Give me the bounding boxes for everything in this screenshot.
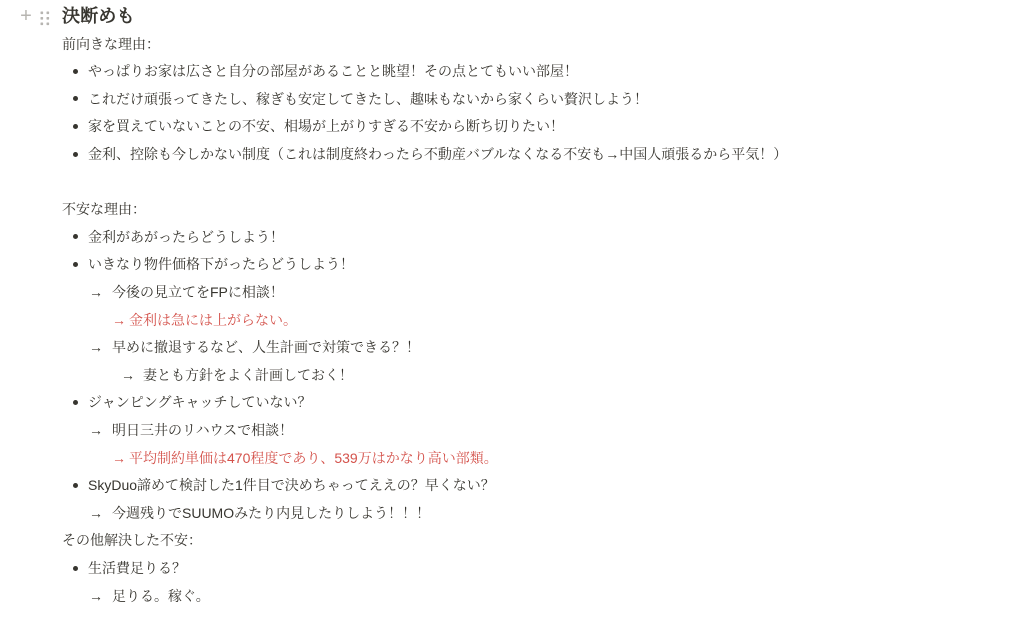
list-item[interactable] bbox=[0, 554, 1024, 582]
bullet-marker bbox=[73, 124, 78, 129]
sub-list-item[interactable] bbox=[0, 499, 1024, 527]
bullet-marker bbox=[73, 69, 78, 74]
list-item-text: 生活費足りる？ bbox=[88, 559, 186, 576]
paragraph-text: その他解決した不安： bbox=[62, 532, 202, 549]
bullet-marker bbox=[73, 566, 78, 571]
list-item[interactable] bbox=[0, 223, 1024, 251]
paragraph-block[interactable] bbox=[0, 196, 1024, 224]
arrow-marker-icon: → bbox=[89, 587, 103, 604]
empty-block[interactable] bbox=[0, 168, 1024, 196]
list-item[interactable] bbox=[0, 85, 1024, 113]
list-item[interactable] bbox=[0, 472, 1024, 500]
page-title: 決断めも bbox=[62, 5, 135, 26]
list-item-text: 妻とも方針をよく計画しておく！ bbox=[143, 366, 353, 383]
paragraph-block[interactable] bbox=[0, 30, 1024, 58]
list-item[interactable] bbox=[0, 113, 1024, 141]
note-line-red[interactable] bbox=[0, 444, 1024, 472]
sub-list-item[interactable] bbox=[0, 416, 1024, 444]
list-item-text: 早めに撤退するなど、人生計画で対策できる？！ bbox=[112, 339, 420, 356]
list-item-text: 明日三井のリハウスで相談！ bbox=[112, 421, 294, 438]
arrow-marker-icon: → bbox=[89, 339, 103, 356]
list-item-text: これだけ頑張ってきたし、稼ぎも安定してきたし、趣味もないから家くらい贅沢しよう！ bbox=[88, 90, 648, 107]
list-item-text: 金利、控除も今しかない制度（これは制度終わったら不動産バブルなくなる不安も→中国人頑張るから平気！） bbox=[88, 146, 788, 163]
arrow-marker-icon: → bbox=[121, 366, 135, 383]
list-item-text: 今週残りでSUUMOみたり内見したりしよう！！！ bbox=[112, 504, 431, 521]
list-item-text: 足りる。稼ぐ。 bbox=[112, 587, 210, 604]
list-item-text: 今後の見立てをFPに相談！ bbox=[112, 283, 284, 300]
note-text: 平均制約単価は470程度であり、539万はかなり高い部類。 bbox=[129, 449, 498, 466]
bullet-marker bbox=[73, 400, 78, 405]
bullet-marker bbox=[73, 483, 78, 488]
block-controls bbox=[0, 2, 58, 30]
sub-sub-list-item[interactable] bbox=[0, 361, 1024, 389]
bullet-marker bbox=[73, 234, 78, 239]
list-item-text: いきなり物件価格下がったらどうしよう！ bbox=[88, 256, 354, 273]
list-item-text: 金利があがったらどうしよう！ bbox=[88, 228, 284, 245]
list-item[interactable] bbox=[0, 58, 1024, 86]
arrow-marker-icon: → bbox=[112, 449, 126, 466]
paragraph-text: 前向きな理由： bbox=[62, 35, 160, 52]
list-item-text: ジャンピングキャッチしていない？ bbox=[88, 394, 312, 411]
paragraph-block[interactable] bbox=[0, 527, 1024, 555]
note-line-red[interactable] bbox=[0, 306, 1024, 334]
arrow-marker-icon: → bbox=[112, 311, 126, 328]
list-item-text: SkyDuo諦めて検討した1件目で決めちゃってええの？早くない？ bbox=[88, 477, 495, 494]
drag-handle-icon[interactable] bbox=[39, 8, 51, 25]
arrow-marker-icon: → bbox=[89, 504, 103, 521]
list-item-text: やっぱりお家は広さと自分の部屋があることと眺望！その点とてもいい部屋！ bbox=[88, 63, 578, 80]
heading-block[interactable] bbox=[0, 2, 1024, 30]
sub-list-item[interactable] bbox=[0, 334, 1024, 362]
bullet-marker bbox=[73, 96, 78, 101]
bullet-marker bbox=[73, 152, 78, 157]
list-item-text: 家を買えていないことの不安、相場が上がりすぎる不安から断ち切りたい！ bbox=[88, 118, 564, 135]
arrow-marker-icon: → bbox=[89, 283, 103, 300]
list-item[interactable] bbox=[0, 140, 1024, 168]
sub-list-item[interactable] bbox=[0, 278, 1024, 306]
paragraph-text: 不安な理由： bbox=[62, 201, 146, 218]
arrow-marker-icon: → bbox=[89, 421, 103, 438]
bullet-marker bbox=[73, 262, 78, 267]
list-item[interactable] bbox=[0, 389, 1024, 417]
add-block-button[interactable]: + bbox=[18, 3, 34, 29]
sub-list-item[interactable] bbox=[0, 582, 1024, 610]
note-text: 金利は急には上がらない。 bbox=[129, 311, 297, 328]
list-item[interactable] bbox=[0, 251, 1024, 279]
